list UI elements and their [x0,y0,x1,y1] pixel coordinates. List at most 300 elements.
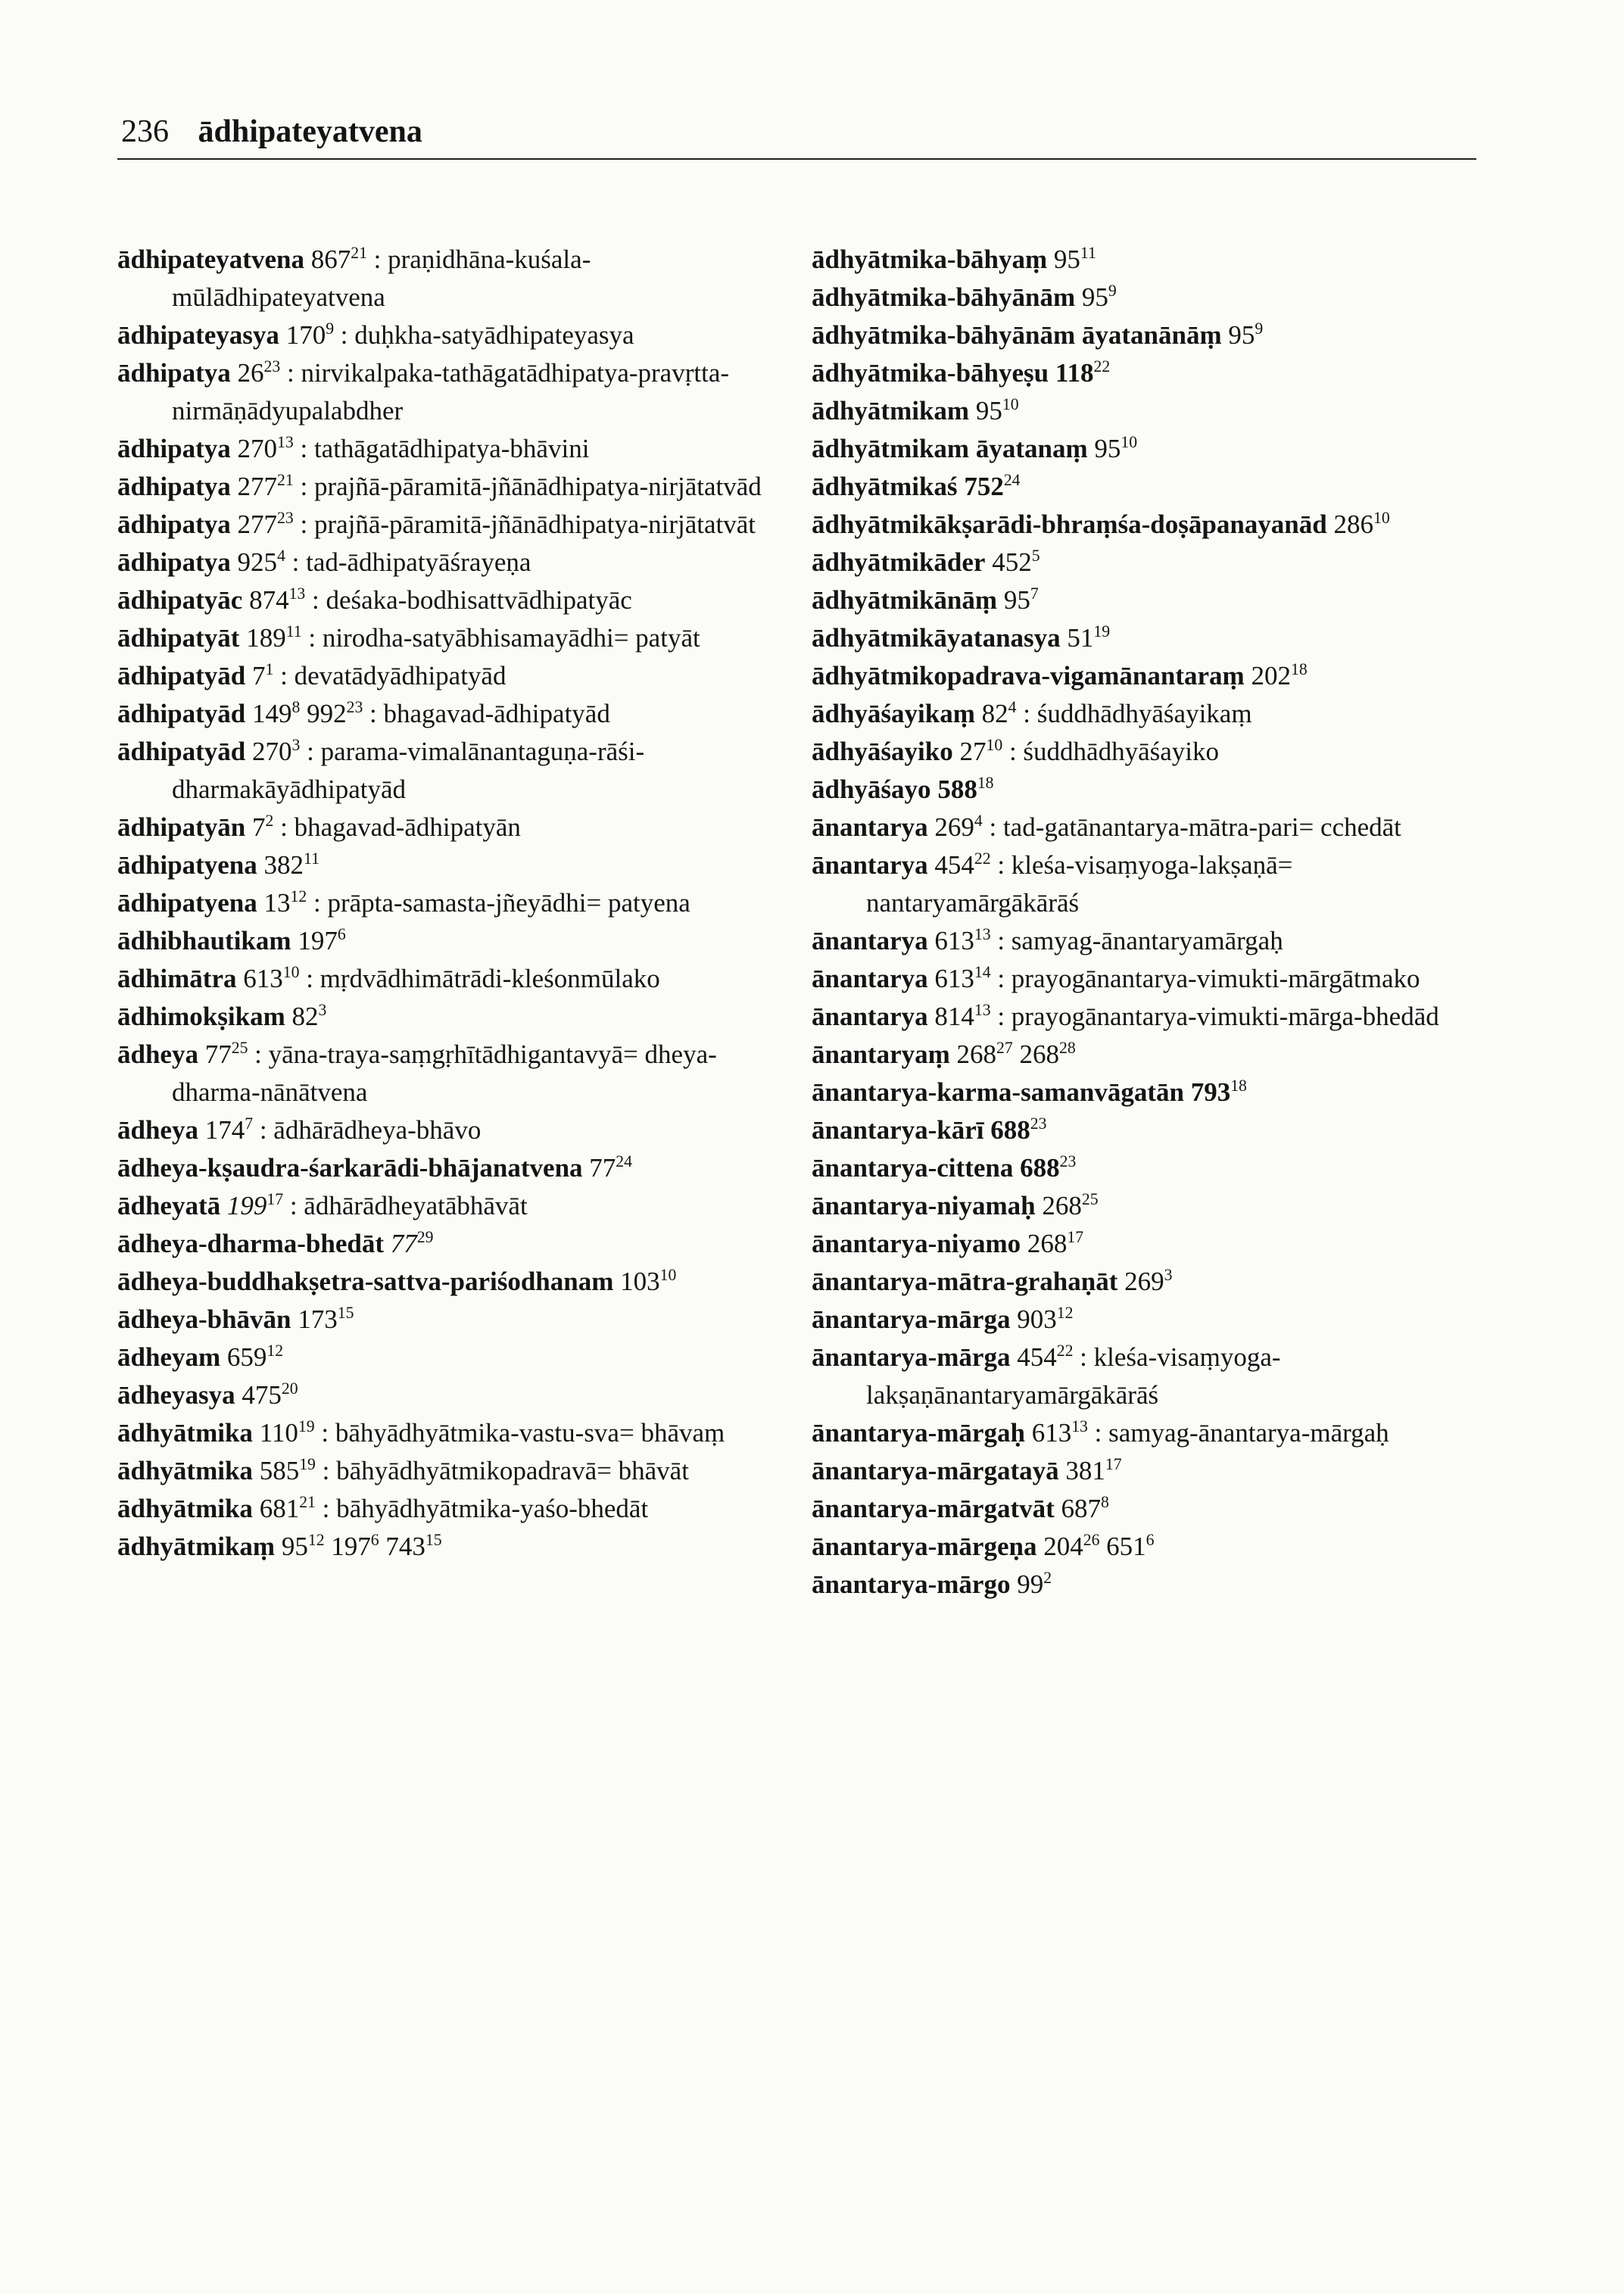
index-entry [812,241,1497,279]
ref: 268 [1027,1229,1068,1258]
index-entry [812,657,1497,695]
index-entry [812,619,1497,657]
ref-line: 13 [1071,1417,1088,1435]
ref-line: 18 [1230,1076,1247,1095]
index-entry [812,430,1497,468]
ref: 925 [237,547,278,577]
ref: 475 [242,1380,282,1410]
index-entry [812,1263,1497,1301]
ref: 688 [1020,1153,1060,1183]
context: samyag-ānantarya-mārgaḥ [1108,1418,1389,1448]
ref: 7 [252,812,266,842]
ref: 382 [263,850,304,880]
context: bāhyādhyātmika-vastu-sva= bhāvaṃ [335,1418,725,1448]
headword: ādhipatyena [117,888,257,918]
ref-line: 12 [267,1341,284,1360]
index-entry [812,1149,1497,1187]
ref-line: 23 [1059,1152,1077,1170]
ref-line: 22 [1056,1341,1074,1360]
ref: 269 [1124,1267,1164,1296]
ref: 197 [298,926,338,955]
headword: ādhipateyasya [117,320,279,350]
headword: ānantarya-mārga [812,1342,1011,1372]
headword: ādheya-kṣaudra-śarkarādi-bhājanatvena [117,1153,583,1183]
headword: ādhipatyān [117,812,246,842]
ref-line: 19 [299,1454,316,1473]
index-entry [812,771,1497,809]
ref: 454 [934,850,974,880]
headword: ādhyāśayo [812,775,931,804]
ref-line: 17 [1105,1454,1122,1473]
headword: ādhyātmikākṣarādi-bhraṃśa-doṣāpanayanād [812,510,1327,539]
ref: 7 [252,661,266,690]
index-entry [812,1111,1497,1149]
ref: 268 [956,1039,997,1069]
headword: ādheya-buddhakṣetra-sattva-pariśodhanam [117,1267,614,1296]
context: bāhyādhyātmika-yaśo-bhedāt [336,1494,649,1523]
ref-line: 15 [337,1303,354,1322]
ref-line: 23 [263,357,281,376]
headword: ādheya [117,1039,198,1069]
context: duḥkha-satyādhipateyasya [354,320,634,350]
index-entry: ādhimātra $613^{10}$ : mṛdvādhimātrādi-kleśonmūlako [117,962,660,993]
headword: ādhipatya [117,358,231,388]
index-entry [117,922,803,960]
headword: ādhyātmika-bāhyaṃ [812,245,1048,274]
ref-line: 2 [265,811,274,830]
ref: 173 [298,1304,338,1334]
ref-line: 10 [986,735,1003,754]
context: nirodha-satyābhisamayādhi= patyāt [322,623,700,653]
headword: ādhyātmikāyatanasya [812,623,1061,653]
headword: ādhyāśayikaṃ [812,699,975,728]
ref-line: 5 [1031,546,1040,565]
index-entry: ādheyatā $199^{17}$ : ādhārādheyatābhāvāt [117,1189,528,1220]
ref: 95 [1053,245,1080,274]
headword: ānantarya-karma-samanvāgatān [812,1077,1184,1107]
index-entry: ānantarya $613^{13}$ : samyag-ānantaryamārgaḥ [812,924,1283,955]
headword: ānantarya [812,850,928,880]
ref-line: 22 [1093,357,1111,376]
ref-line: 18 [977,773,994,792]
index-entry: ādhyātmika $585^{19}$ : bāhyādhyātmikopadravā= bhāvāt [117,1454,689,1485]
index-entry [812,506,1497,544]
ref-line: 1 [265,659,274,678]
ref-line: 25 [231,1038,248,1057]
ref-line: 13 [277,432,294,451]
ref: 99 [1017,1569,1044,1599]
headword: ādheya [117,1115,198,1145]
headword: ānantarya-niyamo [812,1229,1021,1258]
index-entry: ādhipatyād $149^8$ $992^{23}$ : bhagavad-ādhipatyād [117,697,610,728]
headword: ādhipatyāt [117,623,240,653]
index-entry: ādhyāśayikaṃ $82^4$ : śuddhādhyāśayikaṃ [812,697,1252,728]
headword: ānantarya-mārga [812,1304,1011,1334]
context: tad-gatānantarya-mātra-pari= cchedāt [1002,812,1401,842]
ref-line: 4 [974,811,983,830]
index-entry: ādhipatya $277^{21}$ : prajñā-pāramitā-jñānādhipatya-nirjātatvād [117,470,762,501]
index-entry [117,1376,803,1414]
running-head-word: ādhipateyatvena [198,114,422,149]
ref: 197 [331,1532,371,1561]
ref-line: 23 [346,697,363,716]
ref-line: 11 [285,622,302,641]
index-entry [812,1036,1497,1074]
ref-line: 6 [337,924,346,943]
headword: ādhipateyatvena [117,245,304,274]
ref-line: 19 [1093,622,1111,641]
index-entry [117,1225,803,1263]
headword: ānantarya [812,812,928,842]
context: bhagavad-ādhipatyān [294,812,521,842]
context: bhagavad-ādhipatyād [383,699,610,728]
index-entry [117,1263,803,1301]
headword: ādhipatyāc [117,585,243,615]
ref-line: 8 [1101,1492,1109,1511]
ref: 752 [964,472,1004,501]
ref: 613 [243,964,283,993]
headword: ādhimokṣikam [117,1002,285,1031]
context: prajñā-pāramitā-jñānādhipatya-nirjātatvāt [313,510,756,539]
ref: 51 [1067,623,1094,653]
ref: 268 [1019,1039,1059,1069]
headword: ādhyātmikāder [812,547,986,577]
headword: ādheyatā [117,1191,221,1220]
ref-line: 14 [974,962,991,981]
ref-line: 23 [1030,1114,1047,1133]
ref: 77 [204,1039,232,1069]
ref: 874 [249,585,289,615]
index-entry: ādhipatya $26^{23}$ : nirvikalpaka-tathāgatādhipatya-pravṛtta-nirmāṇādyupalabdher [117,357,730,425]
header-rule [117,158,1476,160]
ref: 95 [281,1532,308,1561]
index-entry: ādhipatyāc $874^{13}$ : deśaka-bodhisattvādhipatyāc [117,584,632,615]
ref-line: 7 [245,1114,254,1133]
index-entry: ādheya $174^7$ : ādhārādheya-bhāvo [117,1114,482,1145]
ref: 688 [990,1115,1030,1145]
index-entry: ādhyāśayiko $27^{10}$ : śuddhādhyāśayiko [812,735,1219,766]
ref: 170 [285,320,326,350]
context: yāna-traya-saṃgṛhītādhigantavyā= dheya-dharma-nānātvena [172,1039,717,1107]
headword: ānantaryaṃ [812,1039,950,1069]
ref-line: 25 [1081,1189,1099,1208]
ref: 110 [259,1418,298,1448]
ref-line: 12 [307,1530,325,1549]
headword: ānantarya-mārgeṇa [812,1532,1037,1561]
index-entry [812,279,1497,316]
index-entry [812,1074,1497,1111]
ref-line: 3 [291,735,301,754]
ref-line: 9 [1108,281,1117,300]
ref: 95 [1003,585,1030,615]
index-entry [812,1301,1497,1339]
ref: 269 [934,812,974,842]
index-entry [812,354,1497,392]
context: mṛdvādhimātrādi-kleśonmūlako [320,964,660,993]
index-entry: ādhipatyān $7^2$ : bhagavad-ādhipatyān [117,811,521,842]
ref: 651 [1106,1532,1146,1561]
headword: ānantarya-kārī [812,1115,984,1145]
headword: ādhyātmikam [812,396,970,425]
index-entry: ādhipatyāt $189^{11}$ : nirodha-satyābhisamayādhi= patyāt [117,622,700,653]
headword: ānantarya [812,926,928,955]
ref-line: 10 [659,1265,677,1284]
ref-line: 9 [1255,319,1264,338]
index-entry [812,1528,1497,1566]
index-entry [117,1301,803,1339]
index-entry: ādhyātmika $681^{21}$ : bāhyādhyātmika-yaśo-bhedāt [117,1492,649,1523]
context: kleśa-visaṃyoga-lakṣaṇā= nantaryamārgākārāś [866,850,1293,918]
headword: ānantarya-mārgo [812,1569,1011,1599]
headword: ādhipatyena [117,850,257,880]
index-entry [812,1490,1497,1528]
index-entry: ādhipateyasya $170^9$ : duḥkha-satyādhipateyasya [117,319,634,350]
context: tathāgatādhipatya-bhāvini [313,434,590,463]
ref: 149 [252,699,292,728]
index-entry: ādhipatya $277^{23}$ : prajñā-pāramitā-jñānādhipatya-nirjātatvāt [117,508,756,539]
index-entry: ānantarya $269^4$ : tad-gatānantarya-mātra-pari= cchedāt [812,811,1401,842]
ref: 189 [246,623,286,653]
context: parama-vimalānantaguṇa-rāśi-dharmakāyādhipatyād [172,737,645,804]
ref-line: 27 [996,1038,1013,1057]
index-entry [812,581,1497,619]
ref: 277 [237,472,278,501]
index-entry: ādhipatya $270^{13}$ : tathāgatādhipatya-bhāvini [117,432,590,463]
context: bāhyādhyātmikopadravā= bhāvāt [336,1456,689,1485]
ref-line: 12 [1056,1303,1074,1322]
ref: 95 [1228,320,1255,350]
ref: 903 [1017,1304,1057,1334]
index-entry [117,846,803,884]
ref-line: 10 [282,962,300,981]
index-entry [117,1149,803,1187]
ref-line: 26 [1083,1530,1100,1549]
headword: ādhipatya [117,510,231,539]
ref: 381 [1065,1456,1105,1485]
ref-line: 6 [370,1530,379,1549]
ref-line: 22 [974,849,991,868]
headword: ādhyātmika [117,1494,253,1523]
ref: 681 [259,1494,300,1523]
ref-line: 21 [351,243,367,262]
ref-line: 10 [1121,432,1138,451]
context: prajñā-pāramitā-jñānādhipatya-nirjātatvād [313,472,762,501]
ref: 27 [959,737,987,766]
ref: 613 [934,926,974,955]
ref: 95 [1081,282,1108,312]
context: ādhārādheyatābhāvāt [304,1191,528,1220]
headword: ādhyātmika [117,1418,253,1448]
ref: 452 [992,547,1032,577]
context: nirvikalpaka-tathāgatādhipatya-pravṛtta-nirmāṇādyupalabdher [172,358,730,425]
ref: 992 [307,699,347,728]
headword: ānantarya-cittena [812,1153,1014,1183]
ref-line: 10 [1002,394,1019,413]
ref-line: 17 [267,1189,284,1208]
headword: ādheyam [117,1342,221,1372]
index-entry: ādheya $77^{25}$ : yāna-traya-saṃgṛhītādhigantavyā= dheya-dharma-nānātvena [117,1038,717,1107]
headword: ādhimātra [117,964,237,993]
index-entry [812,468,1497,506]
ref: 277 [237,510,278,539]
ref-line: 13 [288,584,306,603]
ref: 174 [204,1115,245,1145]
context: ādhārādheya-bhāvo [273,1115,482,1145]
headword: ādhyātmika-bāhyānām [812,282,1076,312]
ref: 199 [226,1191,267,1220]
headword: ādhipatyād [117,737,246,766]
context: prayogānantarya-vimukti-mārgātmako [1011,964,1420,993]
headword: ādhipatya [117,472,231,501]
ref: 77 [390,1229,417,1258]
index-entry [812,1225,1497,1263]
headword: ānantarya [812,964,928,993]
index-entry [812,392,1497,430]
ref-line: 21 [299,1492,316,1511]
context: praṇidhāna-kuśala-mūlādhipateyatvena [172,245,591,312]
index-column-right [812,241,1497,1604]
ref: 585 [259,1456,300,1485]
ref-line: 15 [425,1530,442,1549]
ref-line: 11 [1080,243,1096,262]
ref-line: 11 [304,849,320,868]
context: śuddhādhyāśayikaṃ [1036,699,1252,728]
ref-line: 13 [974,1000,991,1019]
headword: ādheya-dharma-bhedāt [117,1229,384,1258]
ref: 118 [1055,358,1094,388]
ref: 13 [263,888,291,918]
context: deśaka-bodhisattvādhipatyāc [326,585,632,615]
headword: ādheya-bhāvān [117,1304,291,1334]
ref: 588 [937,775,977,804]
headword: ādhipatya [117,434,231,463]
ref: 286 [1333,510,1373,539]
ref: 687 [1061,1494,1102,1523]
headword: ānantarya-mātra-grahaṇāt [812,1267,1118,1296]
ref: 103 [620,1267,660,1296]
ref: 82 [291,1002,319,1031]
ref-line: 21 [277,470,294,489]
ref-line: 10 [1373,508,1390,527]
index-entry: ādhipatyena $13^{12}$ : prāpta-samasta-jñeyādhi= patyena [117,887,690,918]
context: prāpta-samasta-jñeyādhi= patyena [327,888,690,918]
page-number: 236 [121,114,169,149]
index-entry: ānantarya-mārgaḥ $613^{13}$ : samyag-ānantarya-mārgaḥ [812,1417,1389,1448]
ref-line: 19 [298,1417,315,1435]
ref: 270 [237,434,278,463]
ref: 743 [385,1532,425,1561]
ref-line: 2 [1043,1568,1052,1587]
ref-line: 28 [1058,1038,1076,1057]
ref: 202 [1251,661,1291,690]
ref: 454 [1017,1342,1057,1372]
headword: ādhyātmikam āyatanaṃ [812,434,1088,463]
index-entry: ānantarya $454^{22}$ : kleśa-visaṃyoga-lakṣaṇā= nantaryamārgākārāś [812,849,1293,918]
index-entry [812,316,1497,354]
headword: ādhipatyād [117,699,246,728]
headword: ādhipatya [117,547,231,577]
ref-line: 12 [290,887,307,905]
ref: 867 [310,245,351,274]
ref-line: 8 [291,697,301,716]
index-entry: ādhipatyād $270^3$ : parama-vimalānantaguṇa-rāśi-dharmakāyādhipatyād [117,735,645,804]
ref-line: 3 [318,1000,327,1019]
index-entry [117,1339,803,1376]
ref: 82 [981,699,1008,728]
index-entry [812,1187,1497,1225]
index-entry [117,998,803,1036]
index-entry: ādhipatyād $7^1$ : devatādyādhipatyād [117,659,507,690]
headword: ādhipatyād [117,661,246,690]
ref-line: 29 [416,1227,434,1246]
index-column-left [117,241,803,1566]
ref-line: 20 [281,1379,298,1398]
headword: ādhyāśayiko [812,737,953,766]
headword: ādhyātmika-bāhyānām āyatanānāṃ [812,320,1222,350]
ref-line: 23 [277,508,294,527]
headword: ādhyātmikānāṃ [812,585,998,615]
ref-line: 4 [277,546,285,565]
context: prayogānantarya-vimukti-mārga-bhedād [1011,1002,1439,1031]
index-entry [812,1566,1497,1604]
index-entry: ādhipatya $925^4$ : tad-ādhipatyāśrayeṇa [117,546,531,577]
ref-line: 7 [1030,584,1039,603]
context: tad-ādhipatyāśrayeṇa [306,547,531,577]
headword: ānantarya-mārgaḥ [812,1418,1025,1448]
context: kleśa-visaṃyoga-lakṣaṇānantaryamārgākārāś [866,1342,1281,1410]
ref-line: 24 [1003,470,1021,489]
headword: ādhibhautikam [117,926,291,955]
index-entry: ānantarya $613^{14}$ : prayogānantarya-vimukti-mārgātmako [812,962,1420,993]
ref: 95 [1094,434,1121,463]
context: devatādyādhipatyād [294,661,507,690]
ref: 26 [237,358,264,388]
index-entry [812,544,1497,581]
ref: 814 [934,1002,974,1031]
index-entry: ānantarya-mārga $454^{22}$ : kleśa-visaṃyoga-lakṣaṇānantaryamārgākārāś [812,1341,1281,1410]
ref: 95 [975,396,1002,425]
ref-line: 4 [1008,697,1017,716]
ref-line: 13 [974,924,991,943]
ref-line: 9 [326,319,335,338]
index-entry: ādhipateyatvena $867^{21}$ : praṇidhāna-kuśala-mūlādhipateyatvena [117,243,591,312]
ref-line: 24 [616,1152,632,1170]
ref: 268 [1042,1191,1082,1220]
headword: ānantarya [812,1002,928,1031]
headword: ādhyātmikopadrava-vigamānantaraṃ [812,661,1245,690]
index-entry: ādhyātmika $110^{19}$ : bāhyādhyātmika-vastu-sva= bhāvaṃ [117,1417,725,1448]
ref-line: 17 [1067,1227,1084,1246]
ref: 204 [1043,1532,1083,1561]
ref: 613 [1031,1418,1072,1448]
ref: 613 [934,964,974,993]
index-entry [812,1452,1497,1490]
index-entry: ānantarya $814^{13}$ : prayogānantarya-vimukti-mārga-bhedād [812,1000,1439,1031]
context: śuddhādhyāśayiko [1023,737,1219,766]
index-entry [117,1528,803,1566]
context: samyag-ānantaryamārgaḥ [1011,926,1283,955]
headword: ādheyasya [117,1380,235,1410]
headword: ādhyātmika [117,1456,253,1485]
ref: 793 [1190,1077,1231,1107]
ref: 77 [589,1153,616,1183]
headword: ānantarya-mārgatvāt [812,1494,1055,1523]
ref: 659 [226,1342,267,1372]
headword: ādhyātmikaś [812,472,958,501]
headword: ānantarya-niyamaḥ [812,1191,1036,1220]
running-header [121,114,422,150]
ref-line: 18 [1290,659,1308,678]
